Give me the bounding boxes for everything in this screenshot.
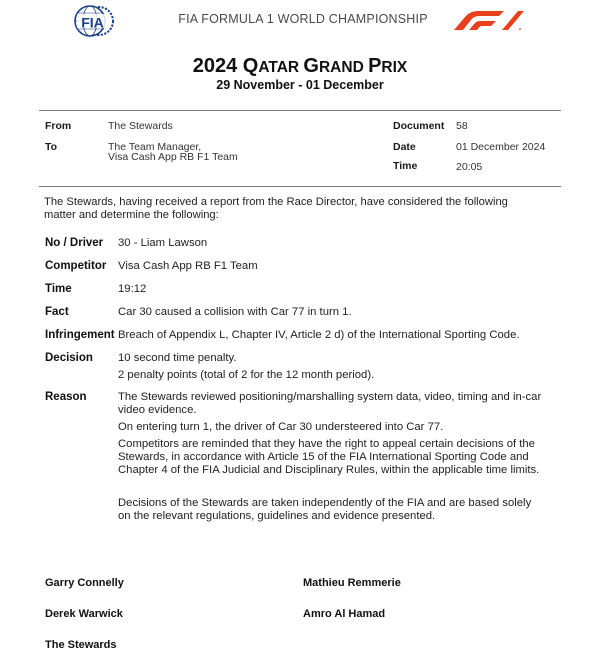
steward-name: Amro Al Hamad — [303, 608, 386, 620]
competitor-label: Competitor — [45, 260, 107, 272]
signature-footer: The Stewards — [45, 639, 117, 651]
reason-p2: On entering turn 1, the driver of Car 30 understeered into Car 77. — [118, 421, 444, 433]
time-label: Time — [393, 160, 418, 172]
reason-p4-line1: Decisions of the Stewards are taken independently of the FIA and are based solely — [118, 497, 532, 509]
date-value: 01 December 2024 — [456, 141, 546, 153]
steward-name: Derek Warwick — [45, 608, 123, 620]
date-label: Date — [393, 141, 416, 153]
reason-p3-line2: Stewards, in accordance with Article 15 of the FIA International Sporting Code and — [118, 451, 529, 463]
to-value-line1: The Team Manager, — [108, 141, 202, 153]
reason-p4-line2: on the relevant regulations, guidelines and evidence presented. — [118, 510, 436, 522]
reason-p1-line1: The Stewards reviewed positioning/marshalling system data, video, timing and in-car — [118, 391, 542, 403]
time-value: 20:05 — [456, 161, 483, 173]
infringement-value: Breach of Appendix L, Chapter IV, Article 2 d) of the International Sporting Code. — [118, 329, 520, 341]
document-number: 58 — [456, 120, 468, 132]
championship-title: FIA FORMULA 1 WORLD CHAMPIONSHIP — [178, 12, 428, 26]
page-title: 2024 QATAR GRAND PRIX — [192, 55, 408, 77]
event-dates: 29 November - 01 December — [216, 78, 384, 92]
from-label: From — [45, 120, 72, 132]
driver-label: No / Driver — [45, 237, 104, 249]
steward-name: Garry Connelly — [45, 577, 124, 589]
divider-top — [39, 110, 561, 111]
document-label: Document — [393, 120, 445, 132]
to-label: To — [45, 141, 58, 153]
competitor-value: Visa Cash App RB F1 Team — [118, 260, 258, 272]
reason-p3-line1: Competitors are reminded that they have the right to appeal certain decisions of the — [118, 438, 535, 450]
from-value: The Stewards — [108, 120, 173, 132]
intro-line1: The Stewards, having received a report from the Race Director, have considered the following — [44, 196, 508, 208]
f1-logo-icon — [452, 9, 524, 31]
fact-label: Fact — [45, 306, 69, 318]
reason-p3-line3: Chapter 4 of the FIA Judicial and Disciplinary Rules, within the applicable time limits. — [118, 464, 540, 476]
incident-time-value: 19:12 — [118, 283, 147, 295]
decision-label: Decision — [45, 352, 93, 364]
infringement-label: Infringement — [45, 329, 115, 341]
reason-label: Reason — [45, 391, 87, 403]
decision-value-line1: 10 second time penalty. — [118, 352, 237, 364]
driver-value: 30 - Liam Lawson — [118, 237, 208, 249]
steward-name: Mathieu Remmerie — [303, 577, 401, 589]
svg-text:FIA: FIA — [81, 14, 104, 31]
reason-p1-line2: video evidence. — [118, 404, 197, 416]
to-value-line2: Visa Cash App RB F1 Team — [108, 151, 238, 163]
decision-value-line2: 2 penalty points (total of 2 for the 12 month period). — [118, 369, 375, 381]
divider-bottom — [39, 186, 561, 187]
intro-line2: matter and determine the following: — [44, 209, 219, 221]
incident-time-label: Time — [45, 283, 72, 295]
fact-value: Car 30 caused a collision with Car 77 in turn 1. — [118, 306, 352, 318]
